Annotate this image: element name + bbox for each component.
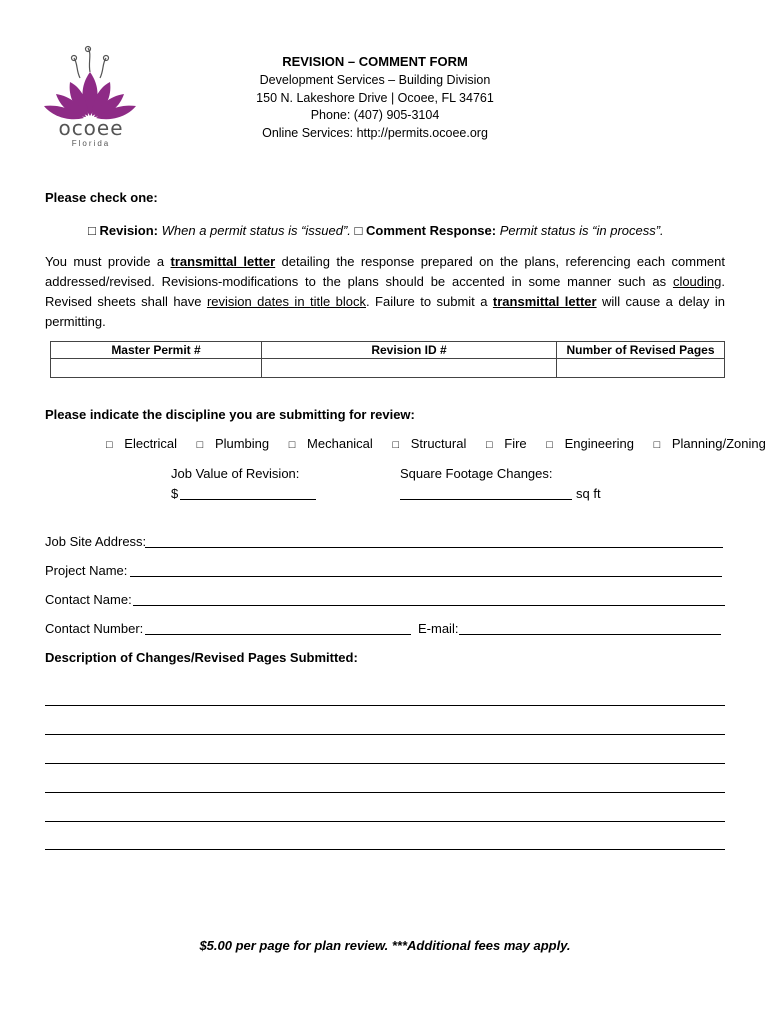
checkbox-icon: □: [106, 439, 113, 451]
checkbox-icon: □: [485, 439, 493, 451]
job-site-address-label: Job Site Address:: [45, 534, 147, 549]
revision-dates-emphasis: revision dates in title block: [206, 294, 366, 309]
discipline-options: [106, 436, 770, 451]
discipline-option-planning-zoning[interactable]: □ Planning/Zoning: [653, 436, 766, 451]
revision-label: Revision:: [99, 223, 158, 238]
job-value-input[interactable]: [180, 499, 316, 500]
project-name-input[interactable]: [130, 576, 722, 577]
discipline-option-mechanical[interactable]: □ Mechanical: [288, 436, 373, 451]
revision-id-header: Revision ID #: [262, 342, 557, 359]
checkbox-icon: □: [392, 439, 400, 451]
revision-checkbox[interactable]: □: [88, 223, 96, 238]
header-phone: Phone: (407) 905-3104: [310, 108, 440, 122]
transmittal-letter-emphasis: transmittal letter: [170, 254, 276, 269]
square-footage-input[interactable]: [400, 499, 572, 500]
revision-id-cell[interactable]: [262, 359, 557, 378]
discipline-option-structural[interactable]: □ Structural: [392, 436, 467, 451]
header-address: 150 N. Lakeshore Drive | Ocoee, FL 34761: [256, 91, 494, 105]
form-title: REVISION – COMMENT FORM: [282, 54, 468, 69]
discipline-option-electrical[interactable]: □ Electrical: [106, 436, 178, 451]
check-one-heading: Please check one:: [45, 190, 158, 205]
project-name-label: Project Name:: [45, 563, 128, 578]
transmittal-letter-emphasis: transmittal letter: [492, 294, 597, 309]
comment-response-checkbox[interactable]: □: [354, 223, 363, 238]
discipline-option-fire[interactable]: □ Fire: [485, 436, 527, 451]
contact-number-input[interactable]: [145, 634, 411, 635]
contact-number-label: Contact Number:: [45, 621, 144, 636]
revised-pages-cell[interactable]: [557, 359, 725, 378]
description-line-3[interactable]: [45, 763, 725, 764]
checkbox-icon: □: [653, 439, 661, 451]
logo-wordmark: ocoee: [58, 116, 124, 140]
contact-name-label: Contact Name:: [45, 592, 132, 607]
permit-id-table: [50, 341, 725, 378]
discipline-option-engineering[interactable]: □ Engineering: [546, 436, 634, 451]
discipline-option-plumbing[interactable]: □ Plumbing: [196, 436, 270, 451]
fee-notice: $5.00 per page for plan review. ***Additional fees may apply.: [199, 938, 571, 953]
square-footage-label: Square Footage Changes:: [400, 466, 553, 481]
checkbox-icon: □: [546, 439, 553, 451]
square-footage-unit: sq ft: [576, 486, 601, 501]
discipline-heading: Please indicate the discipline you are submitting for review:: [45, 407, 415, 422]
comment-response-label: Comment Response:: [366, 223, 497, 238]
description-line-6[interactable]: [45, 849, 725, 850]
email-input[interactable]: [459, 634, 721, 635]
revised-pages-header: Number of Revised Pages: [557, 342, 725, 359]
clouding-emphasis: clouding: [672, 274, 722, 289]
contact-name-input[interactable]: [133, 605, 725, 606]
description-line-4[interactable]: [45, 792, 725, 793]
checkbox-icon: □: [196, 439, 204, 451]
master-permit-header: Master Permit #: [51, 342, 262, 359]
header-online-services: Online Services: http://permits.ocoee.org: [262, 126, 488, 140]
logo-subtitle: Florida: [71, 139, 111, 148]
checkbox-icon: □: [288, 439, 296, 451]
email-label: E-mail:: [418, 621, 459, 636]
description-line-2[interactable]: [45, 734, 725, 735]
description-line-5[interactable]: [45, 821, 725, 822]
revision-type-options: [88, 223, 664, 238]
comment-response-description: Permit status is “in process”.: [499, 223, 664, 238]
instructions-paragraph: You must provide a transmittal letter detailing the response prepared on the plans, referencing each comment addressed/revised. Revisions-modifications to the plans should be accented in some manner such as clouding. Revised sheets shall have revision dates in title block. Failure to submit a transmittal letter will cause a delay in permitting.: [45, 254, 725, 329]
header-department: Development Services – Building Division: [259, 73, 491, 87]
description-line-1[interactable]: [45, 705, 725, 706]
job-value-prefix: $: [171, 486, 179, 501]
job-value-label: Job Value of Revision:: [171, 466, 300, 481]
description-heading: Description of Changes/Revised Pages Submitted:: [45, 650, 358, 665]
job-site-address-input[interactable]: [145, 547, 723, 548]
revision-description: When a permit status is “issued”.: [161, 223, 351, 238]
master-permit-cell[interactable]: [51, 359, 262, 378]
